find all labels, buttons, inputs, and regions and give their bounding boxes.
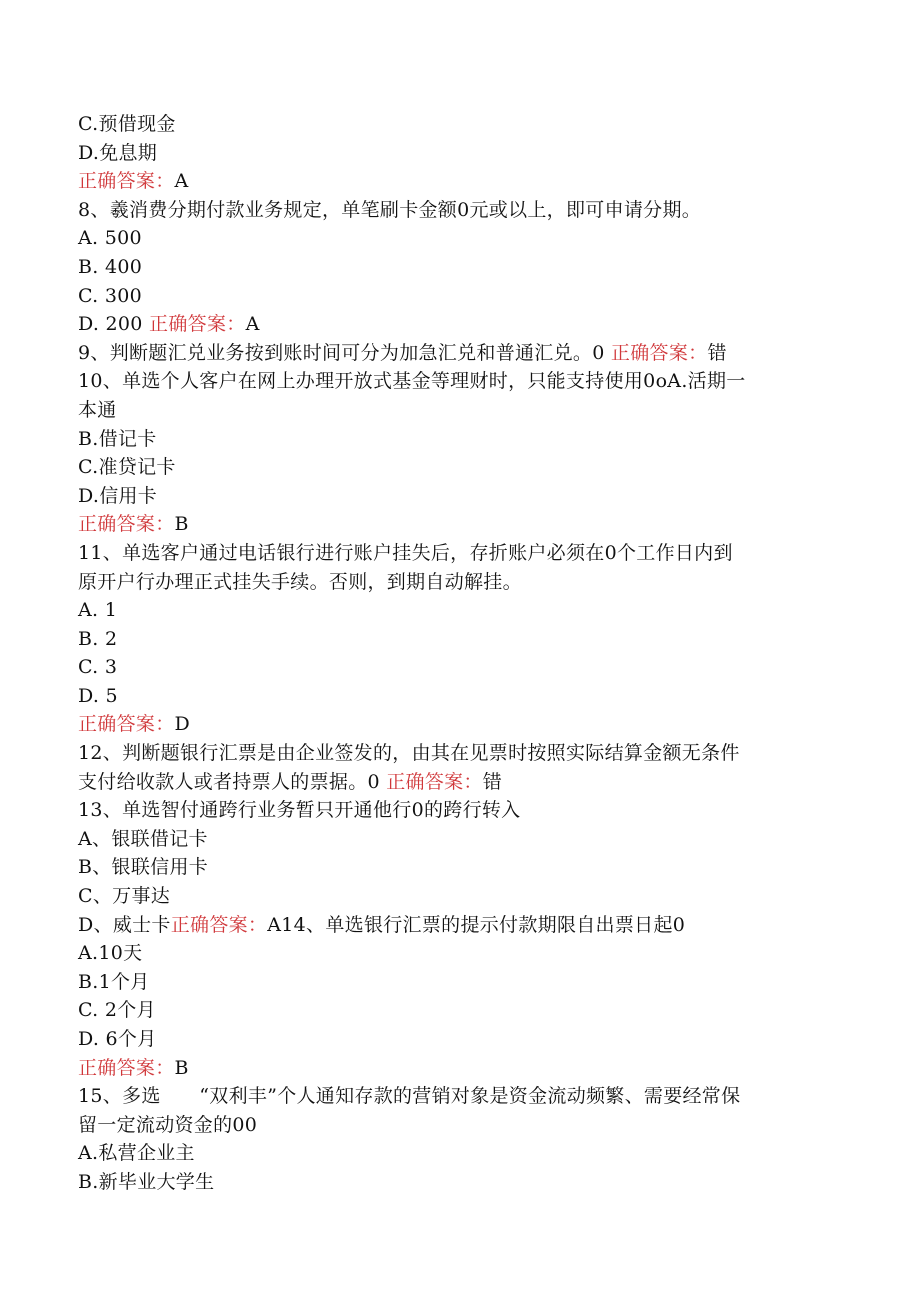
- question-answer-line: [78, 768, 838, 797]
- option-line: [78, 853, 838, 882]
- line-text: B.新毕业大学生: [78, 1170, 215, 1193]
- question-line: [78, 568, 838, 597]
- answer-value: B: [174, 1056, 189, 1079]
- answer-value: A: [174, 170, 189, 193]
- option-line: [78, 1025, 838, 1054]
- option-line: [78, 939, 838, 968]
- line-text: D. 5: [78, 684, 118, 707]
- line-text: 本通: [78, 398, 117, 421]
- line-text: B. 400: [78, 255, 143, 278]
- answer-line: [78, 510, 838, 539]
- answer-value: 错: [482, 770, 503, 793]
- line-text: 8、羲消费分期付款业务规定，单笔刷卡金额0元或以上，即可申请分期。: [78, 198, 702, 221]
- question-line: [78, 539, 838, 568]
- line-text: A. 500: [78, 227, 142, 250]
- line-text: A.私营企业主: [78, 1142, 195, 1165]
- line-text: A.10天: [78, 942, 143, 965]
- answer-value: A14、单选银行汇票的提示付款期限自出票日起0: [267, 913, 686, 936]
- line-text: D、威士卡: [78, 913, 171, 936]
- option-line: [78, 396, 838, 425]
- option-line: [78, 282, 838, 311]
- line-text: B.1个月: [78, 970, 150, 993]
- option-line: [78, 110, 838, 139]
- line-text: D.免息期: [78, 141, 158, 164]
- option-line: [78, 682, 838, 711]
- answer-label: 正确答案：: [170, 913, 268, 936]
- option-line: [78, 825, 838, 854]
- question-line: [78, 796, 838, 825]
- line-text: 11、单选客户通过电话银行进行账户挂失后，存折账户必须在0个工作日内到: [78, 541, 733, 564]
- question-line: [78, 739, 838, 768]
- option-line: [78, 425, 838, 454]
- line-text: D. 200: [78, 313, 150, 336]
- line-text: D. 6个月: [78, 1028, 157, 1050]
- option-line: [78, 596, 838, 625]
- document-page: [78, 110, 838, 1197]
- line-text: 留一定流动资金的00: [78, 1113, 258, 1136]
- line-text: A. 1: [78, 599, 118, 622]
- line-text: 支付给收款人或者持票人的票据。0: [78, 770, 387, 793]
- line-text: C、万事达: [78, 885, 171, 908]
- line-text: 13、单选智付通跨行业务暂只开通他行0的跨行转入: [78, 799, 521, 822]
- line-text: 9、判断题汇兑业务按到账时间可分为加急汇兑和普通汇兑。0: [78, 341, 611, 364]
- answer-label: 正确答案：: [149, 313, 246, 336]
- line-text: D.信用卡: [78, 484, 158, 507]
- line-text: C.准贷记卡: [78, 456, 176, 479]
- option-line: [78, 453, 838, 482]
- option-line: [78, 996, 838, 1025]
- answer-label: 正确答案：: [78, 713, 175, 736]
- question-answer-line: [78, 339, 838, 368]
- line-text: 15、多选 “双利丰”个人通知存款的营销对象是资金流动频繁、需要经常保: [78, 1085, 741, 1108]
- option-line: [78, 1168, 838, 1197]
- question-line: [78, 367, 838, 396]
- answer-value: A: [245, 313, 260, 336]
- answer-value: D: [174, 713, 191, 736]
- answer-label: 正确答案：: [610, 341, 708, 364]
- line-text: B.借记卡: [78, 427, 157, 450]
- option-line: [78, 482, 838, 511]
- option-line: [78, 653, 838, 682]
- option-answer-line: [78, 310, 838, 339]
- answer-label: 正确答案：: [386, 770, 483, 793]
- option-line: [78, 968, 838, 997]
- line-text: B. 2: [78, 627, 118, 650]
- option-line: [78, 224, 838, 253]
- answer-line: [78, 167, 838, 196]
- line-text: C. 3: [78, 656, 118, 679]
- line-text: C. 300: [78, 284, 143, 307]
- line-text: 10、单选个人客户在网上办理开放式基金等理财时，只能支持使用0oA.活期一: [78, 370, 746, 393]
- line-text: A、银联借记卡: [78, 827, 208, 850]
- answer-label: 正确答案：: [78, 1056, 175, 1079]
- answer-line: [78, 710, 838, 739]
- answer-value: B: [174, 513, 189, 536]
- question-line: [78, 1111, 838, 1140]
- line-text: C.预借现金: [78, 113, 176, 135]
- option-line: [78, 139, 838, 168]
- line-text: C. 2个月: [78, 999, 156, 1022]
- option-line: [78, 253, 838, 282]
- option-line: [78, 882, 838, 911]
- answer-value: 错: [707, 341, 727, 364]
- option-answer-line: [78, 911, 838, 940]
- line-text: 原开户行办理正式挂失手续。否则，到期自动解挂。: [78, 570, 522, 593]
- option-line: [78, 1139, 838, 1168]
- answer-label: 正确答案：: [78, 170, 175, 193]
- answer-label: 正确答案：: [78, 513, 175, 536]
- line-text: B、银联信用卡: [78, 856, 209, 879]
- line-text: 12、判断题银行汇票是由企业签发的，由其在见票时按照实际结算金额无条件: [78, 742, 740, 765]
- question-line: [78, 196, 838, 225]
- option-line: [78, 625, 838, 654]
- answer-line: [78, 1054, 838, 1083]
- question-line: [78, 1082, 838, 1111]
